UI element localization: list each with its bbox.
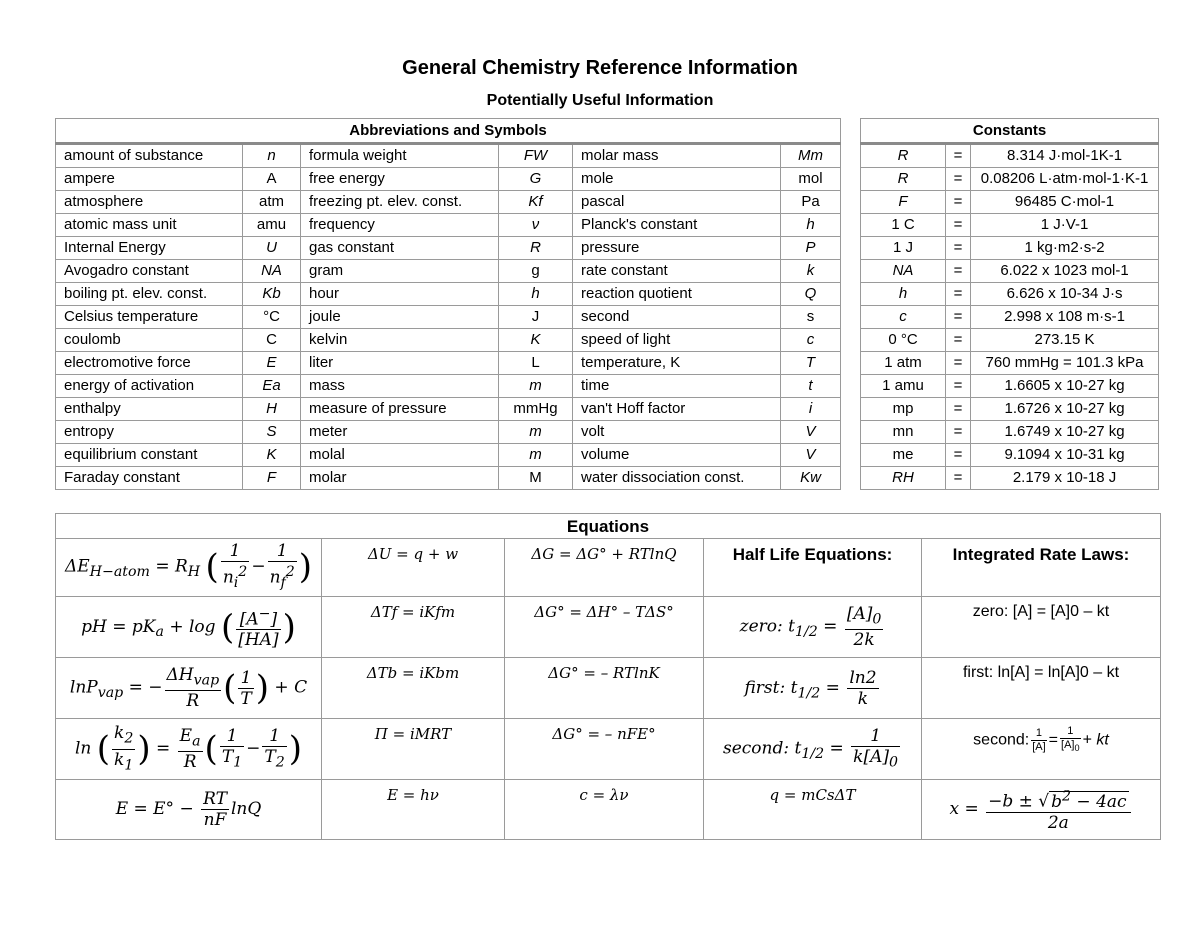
term-name: reaction quotient bbox=[573, 283, 781, 306]
term-symbol: Kf bbox=[499, 191, 573, 214]
constant-cell: 0 °C bbox=[861, 329, 946, 352]
term-symbol: k bbox=[781, 260, 841, 283]
abbreviation-row bbox=[56, 283, 1159, 306]
term-name: frequency bbox=[301, 214, 499, 237]
column-gap bbox=[841, 168, 861, 191]
equations-table bbox=[55, 513, 1161, 840]
column-gap bbox=[841, 398, 861, 421]
term-name: entropy bbox=[56, 421, 243, 444]
term-name: coulomb bbox=[56, 329, 243, 352]
constant-cell: 1 amu bbox=[861, 375, 946, 398]
term-name: equilibrium constant bbox=[56, 444, 243, 467]
arrhenius-equation: ln ( $\frac{k_2}{k_1}$ ) = $\frac{E_a}{R}$ ( $\frac{1}{T_1}$ − $\frac{1}{T_2}$ ) bbox=[56, 719, 322, 780]
abbreviation-row bbox=[56, 237, 1159, 260]
column-gap bbox=[841, 375, 861, 398]
term-symbol: m bbox=[499, 421, 573, 444]
page-subtitle: Potentially Useful Information bbox=[486, 92, 714, 109]
constant-cell: = bbox=[946, 168, 971, 191]
term-symbol: s bbox=[781, 306, 841, 329]
abbreviation-row bbox=[56, 191, 1159, 214]
term-symbol: J bbox=[499, 306, 573, 329]
rate-laws-heading: Integrated Rate Laws: bbox=[922, 539, 1161, 597]
column-gap bbox=[841, 119, 861, 144]
term-name: kelvin bbox=[301, 329, 499, 352]
term-symbol: Kb bbox=[243, 283, 301, 306]
abbreviation-row bbox=[56, 214, 1159, 237]
constants-header: Constants bbox=[861, 119, 1159, 144]
term-symbol: F bbox=[243, 467, 301, 490]
abbreviations-constants-table bbox=[55, 118, 1159, 490]
term-name: freezing pt. elev. const. bbox=[301, 191, 499, 214]
gibbs-reaction-quotient-equation: ΔG = ΔG° + RTlnQ bbox=[505, 539, 704, 597]
constant-cell: 1 atm bbox=[861, 352, 946, 375]
term-name: ampere bbox=[56, 168, 243, 191]
term-symbol: P bbox=[781, 237, 841, 260]
term-name: second bbox=[573, 306, 781, 329]
column-gap bbox=[841, 260, 861, 283]
constant-cell: 0.08206 L·atm·mol-1·K-1 bbox=[971, 168, 1159, 191]
clausius-clapeyron-equation: lnP$_{vap}$ = − $\frac{\Delta H_{vap}}{R}$ ( $\frac{1}{T}$ ) + C bbox=[56, 658, 322, 719]
constant-cell: 1.6605 x 10-27 kg bbox=[971, 375, 1159, 398]
second-order-half-life-equation: second: $t_{1/2}$ = $\frac{1}{k[A]_0}$ bbox=[704, 719, 922, 780]
term-name: molal bbox=[301, 444, 499, 467]
term-name: meter bbox=[301, 421, 499, 444]
term-symbol: m bbox=[499, 375, 573, 398]
heat-equation: q = mCsΔT bbox=[704, 780, 922, 840]
constant-cell: 1 C bbox=[861, 214, 946, 237]
term-symbol: m bbox=[499, 444, 573, 467]
term-name: mole bbox=[573, 168, 781, 191]
constant-cell: R bbox=[861, 144, 946, 168]
constant-cell: 1.6749 x 10-27 kg bbox=[971, 421, 1159, 444]
half-life-heading: Half Life Equations: bbox=[704, 539, 922, 597]
constant-cell: = bbox=[946, 144, 971, 168]
constant-cell: 6.022 x 1023 mol-1 bbox=[971, 260, 1159, 283]
column-gap bbox=[841, 467, 861, 490]
constant-cell: 2.998 x 108 m·s-1 bbox=[971, 306, 1159, 329]
abbreviation-row bbox=[56, 352, 1159, 375]
term-symbol: FW bbox=[499, 144, 573, 168]
term-symbol: ν bbox=[499, 214, 573, 237]
term-name: measure of pressure bbox=[301, 398, 499, 421]
term-symbol: Q bbox=[781, 283, 841, 306]
term-symbol: c bbox=[781, 329, 841, 352]
constant-cell: RH bbox=[861, 467, 946, 490]
term-symbol: Mm bbox=[781, 144, 841, 168]
internal-energy-equation: ΔU = q + w bbox=[322, 539, 505, 597]
term-name: formula weight bbox=[301, 144, 499, 168]
abbreviation-row bbox=[56, 444, 1159, 467]
zero-order-half-life-equation: zero: $t_{1/2}$ = $\frac{[A]_0}{2k}$ bbox=[704, 597, 922, 658]
constant-cell: = bbox=[946, 352, 971, 375]
term-name: molar bbox=[301, 467, 499, 490]
term-name: volume bbox=[573, 444, 781, 467]
term-name: water dissociation const. bbox=[573, 467, 781, 490]
constant-cell: 2.179 x 10-18 J bbox=[971, 467, 1159, 490]
constant-cell: mp bbox=[861, 398, 946, 421]
term-name: molar mass bbox=[573, 144, 781, 168]
constant-cell: NA bbox=[861, 260, 946, 283]
term-symbol: C bbox=[243, 329, 301, 352]
term-symbol: mmHg bbox=[499, 398, 573, 421]
constant-cell: = bbox=[946, 237, 971, 260]
term-symbol: Pa bbox=[781, 191, 841, 214]
term-symbol: K bbox=[499, 329, 573, 352]
constant-cell: 9.1094 x 10-31 kg bbox=[971, 444, 1159, 467]
term-name: pressure bbox=[573, 237, 781, 260]
gibbs-cell-potential-equation: ΔG° = – nFE° bbox=[505, 719, 704, 780]
term-symbol: h bbox=[499, 283, 573, 306]
constant-cell: = bbox=[946, 260, 971, 283]
quadratic-formula: x = $\frac{-b \pm √ b^2 - 4ac}{2a}$ bbox=[922, 780, 1161, 840]
term-name: free energy bbox=[301, 168, 499, 191]
term-symbol: n bbox=[243, 144, 301, 168]
term-name: Internal Energy bbox=[56, 237, 243, 260]
term-name: van't Hoff factor bbox=[573, 398, 781, 421]
term-symbol: °C bbox=[243, 306, 301, 329]
term-symbol: atm bbox=[243, 191, 301, 214]
term-symbol: R bbox=[499, 237, 573, 260]
hydrogen-atom-energy-equation: $\Delta E_{H-atom} = R_H$ ( $\frac{1}{n_i^2}$ − $\frac{1}{n_f^2}$ ) bbox=[56, 539, 322, 597]
term-symbol: Ea bbox=[243, 375, 301, 398]
constant-cell: 1 J·V-1 bbox=[971, 214, 1159, 237]
term-name: Avogadro constant bbox=[56, 260, 243, 283]
term-symbol: G bbox=[499, 168, 573, 191]
zero-order-rate-law: zero: [A] = [A]0 – kt bbox=[922, 597, 1161, 658]
term-symbol: A bbox=[243, 168, 301, 191]
abbreviation-row bbox=[56, 467, 1159, 490]
term-symbol: H bbox=[243, 398, 301, 421]
term-symbol: Kw bbox=[781, 467, 841, 490]
column-gap bbox=[841, 306, 861, 329]
constant-cell: 1.6726 x 10-27 kg bbox=[971, 398, 1159, 421]
term-name: electromotive force bbox=[56, 352, 243, 375]
column-gap bbox=[841, 352, 861, 375]
constant-cell: F bbox=[861, 191, 946, 214]
column-gap bbox=[841, 421, 861, 444]
term-name: amount of substance bbox=[56, 144, 243, 168]
term-symbol: V bbox=[781, 421, 841, 444]
osmotic-pressure-equation: Π = iMRT bbox=[322, 719, 505, 780]
term-symbol: T bbox=[781, 352, 841, 375]
term-symbol: V bbox=[781, 444, 841, 467]
constant-cell: R bbox=[861, 168, 946, 191]
term-name: boiling pt. elev. const. bbox=[56, 283, 243, 306]
abbreviation-row bbox=[56, 398, 1159, 421]
term-symbol: S bbox=[243, 421, 301, 444]
term-name: mass bbox=[301, 375, 499, 398]
column-gap bbox=[841, 191, 861, 214]
term-symbol: t bbox=[781, 375, 841, 398]
term-name: hour bbox=[301, 283, 499, 306]
photon-energy-equation: E = hν bbox=[322, 780, 505, 840]
term-name: atmosphere bbox=[56, 191, 243, 214]
constant-cell: me bbox=[861, 444, 946, 467]
column-gap bbox=[841, 237, 861, 260]
henderson-hasselbalch-equation: pH = $pK_a + \log$ ( $\frac{[A^-]}{[HA]}$ ) bbox=[56, 597, 322, 658]
abbreviation-row bbox=[56, 329, 1159, 352]
constant-cell: = bbox=[946, 398, 971, 421]
constant-cell: = bbox=[946, 214, 971, 237]
term-symbol: K bbox=[243, 444, 301, 467]
abbreviation-row bbox=[56, 144, 1159, 168]
constant-cell: mn bbox=[861, 421, 946, 444]
term-name: atomic mass unit bbox=[56, 214, 243, 237]
term-symbol: g bbox=[499, 260, 573, 283]
constant-cell: 6.626 x 10-34 J·s bbox=[971, 283, 1159, 306]
term-name: pascal bbox=[573, 191, 781, 214]
abbreviation-row bbox=[56, 421, 1159, 444]
abbreviation-row bbox=[56, 375, 1159, 398]
term-name: energy of activation bbox=[56, 375, 243, 398]
column-gap bbox=[841, 214, 861, 237]
constant-cell: = bbox=[946, 421, 971, 444]
constant-cell: 8.314 J·mol-1K-1 bbox=[971, 144, 1159, 168]
constant-cell: = bbox=[946, 375, 971, 398]
constant-cell: = bbox=[946, 467, 971, 490]
speed-of-light-equation: c = λν bbox=[505, 780, 704, 840]
constant-cell: = bbox=[946, 283, 971, 306]
constant-cell: 1 J bbox=[861, 237, 946, 260]
column-gap bbox=[841, 444, 861, 467]
term-name: time bbox=[573, 375, 781, 398]
constant-cell: h bbox=[861, 283, 946, 306]
constant-cell: = bbox=[946, 329, 971, 352]
constant-cell: 96485 C·mol-1 bbox=[971, 191, 1159, 214]
term-name: speed of light bbox=[573, 329, 781, 352]
freezing-point-depression-equation: ΔTf = iKfm bbox=[322, 597, 505, 658]
constant-cell: = bbox=[946, 444, 971, 467]
constant-cell: c bbox=[861, 306, 946, 329]
column-gap bbox=[841, 283, 861, 306]
first-order-half-life-equation: first: $t_{1/2}$ = $\frac{\ln 2}{k}$ bbox=[704, 658, 922, 719]
equations-header: Equations bbox=[56, 514, 1161, 539]
term-symbol: h bbox=[781, 214, 841, 237]
term-name: joule bbox=[301, 306, 499, 329]
constant-cell: 273.15 K bbox=[971, 329, 1159, 352]
constant-cell: = bbox=[946, 191, 971, 214]
column-gap bbox=[841, 329, 861, 352]
term-name: Faraday constant bbox=[56, 467, 243, 490]
term-name: gram bbox=[301, 260, 499, 283]
term-symbol: E bbox=[243, 352, 301, 375]
term-name: Planck's constant bbox=[573, 214, 781, 237]
term-symbol: i bbox=[781, 398, 841, 421]
boiling-point-elevation-equation: ΔTb = iKbm bbox=[322, 658, 505, 719]
abbreviations-header: Abbreviations and Symbols bbox=[56, 119, 841, 144]
constant-cell: 1 kg·m2·s-2 bbox=[971, 237, 1159, 260]
term-symbol: mol bbox=[781, 168, 841, 191]
term-name: temperature, K bbox=[573, 352, 781, 375]
page-title: General Chemistry Reference Information bbox=[402, 57, 798, 79]
term-name: liter bbox=[301, 352, 499, 375]
constant-cell: = bbox=[946, 306, 971, 329]
term-name: rate constant bbox=[573, 260, 781, 283]
constant-cell: 760 mmHg = 101.3 kPa bbox=[971, 352, 1159, 375]
term-name: gas constant bbox=[301, 237, 499, 260]
term-name: enthalpy bbox=[56, 398, 243, 421]
abbreviation-row bbox=[56, 168, 1159, 191]
term-symbol: NA bbox=[243, 260, 301, 283]
term-symbol: amu bbox=[243, 214, 301, 237]
term-symbol: U bbox=[243, 237, 301, 260]
first-order-rate-law: first: ln[A] = ln[A]0 – kt bbox=[922, 658, 1161, 719]
gibbs-enthalpy-entropy-equation: ΔG° = ΔH° – TΔS° bbox=[505, 597, 704, 658]
term-symbol: M bbox=[499, 467, 573, 490]
term-name: Celsius temperature bbox=[56, 306, 243, 329]
nernst-equation: E = E° − $\frac{RT}{nF}$ lnQ bbox=[56, 780, 322, 840]
term-symbol: L bbox=[499, 352, 573, 375]
abbreviation-row bbox=[56, 306, 1159, 329]
term-name: volt bbox=[573, 421, 781, 444]
second-order-rate-law: second: $\frac{1}{[A]}$ = $\frac{1}{[A]_0}$ + kt bbox=[922, 719, 1161, 780]
gibbs-equilibrium-equation: ΔG° = – RTlnK bbox=[505, 658, 704, 719]
abbreviation-row bbox=[56, 260, 1159, 283]
column-gap bbox=[841, 144, 861, 168]
